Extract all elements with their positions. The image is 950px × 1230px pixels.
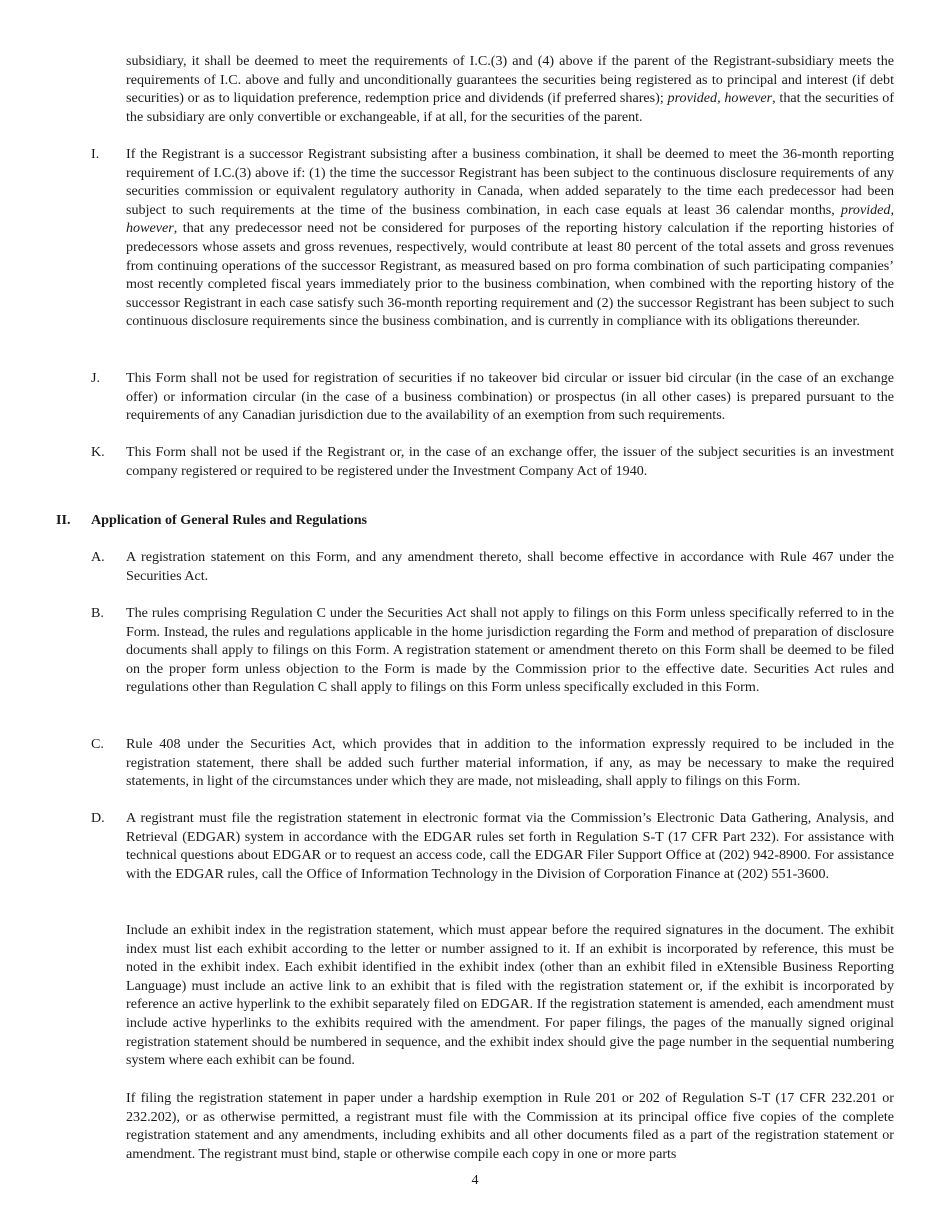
item-j xyxy=(91,369,894,425)
item-label: A. xyxy=(91,549,105,565)
item-label: D. xyxy=(91,810,105,826)
item-text: Rule 408 under the Securities Act, which provides that in addition to the information expressly required to be included in the registration statement, there shall be added such further material information, if any, as may be necessary to make the required statements, in light of the circumstances under which they are made, not misleading, shall apply to filings on this Form. xyxy=(126,736,894,790)
section-heading xyxy=(56,511,367,530)
item-k xyxy=(91,443,894,480)
item-d xyxy=(91,809,894,883)
item-i xyxy=(91,145,894,331)
item-text: This Form shall not be used if the Registrant or, in the case of an exchange offer, the issuer of the subject securities is an investment company registered or required to be registered under the Investment Company Act of 1940. xyxy=(126,444,894,479)
section-number: II. xyxy=(56,512,71,528)
item-label: J. xyxy=(91,370,101,386)
intro-paragraph: subsidiary, it shall be deemed to meet the requirements of I.C.(3) and (4) above if the parent of the Registrant-subsidiary meets the requirements of I.C. above and fully and unconditionally guarantees the securities being registered as to principal and interest (if debt securities) or as to liquidation preference, redemption price and dividends (if preferred shares); provided, however, that the securities of the subsidiary are only convertible or exchangeable, if at all, for the securities of the parent. xyxy=(126,53,895,125)
item-text: A registration statement on this Form, and any amendment thereto, shall become effective in accordance with Rule 467 under the Securities Act. xyxy=(126,549,894,584)
paper-filing-paragraph: If filing the registration statement in paper under a hardship exemption in Rule 201 or 202 of Regulation S-T (17 CFR 232.201 or 232.202), or as otherwise permitted, a registrant must file with the Commission at its principal office five copies of the complete registration statement and any amendments, including exhibits and all other documents filed as a part of the registration statement or amendment. The registrant must bind, staple or otherwise compile each copy in one or more parts xyxy=(126,1090,894,1162)
item-text: This Form shall not be used for registration of securities if no takeover bid circular or issuer bid circular (in the case of an exchange offer) or information circular (in the case of a business combination) or prospectus (in all other cases) is prepared pursuant to the requirements of any Canadian jurisdiction due to the availability of an exemption from such requirements. xyxy=(126,370,894,424)
item-label: B. xyxy=(91,605,104,621)
item-text: The rules comprising Regulation C under the Securities Act shall not apply to filings on this Form unless specifically referred to in the Form. Instead, the rules and regulations applicable in the home jurisdiction regarding the Form and method of preparation of disclosure documents shall apply to filings on this Form. A registration statement or amendment thereto on this Form shall be deemed to be filed on the proper form unless objection to the Form is made by the Commission prior to the effective date. Securities Act rules and regulations other than Regulation C shall apply to filings on this Form unless specifically excluded in this Form. xyxy=(126,605,894,696)
page-number: 4 xyxy=(471,1172,479,1188)
item-label: I. xyxy=(91,146,100,162)
item-b xyxy=(91,604,894,697)
section-title: Application of General Rules and Regulations xyxy=(91,512,368,528)
exhibit-index-paragraph: Include an exhibit index in the registration statement, which must appear before the required signatures in the document. The exhibit index must list each exhibit according to the letter or number assigned to it. If an exhibit is incorporated by reference, this must be noted in the exhibit index. Each exhibit identified in the exhibit index (other than an exhibit filed in eXtensible Business Reporting Language) must include an active link to an exhibit that is filed with the registration statement or, if the exhibit is incorporated by reference an active hyperlink to the exhibit separately filed on EDGAR. If the registration statement is amended, each amendment must include active hyperlinks to the exhibits required with the amendment. For paper filings, the pages of the manually signed original registration statement should be numbered in sequence, and the exhibit index should give the page number in the sequential numbering system where each exhibit can be found. xyxy=(126,922,894,1069)
item-text: A registrant must file the registration statement in electronic format via the Commission’s Electronic Data Gathering, Analysis, and Retrieval (EDGAR) system in accordance with the EDGAR rules set forth in Regulation S-T (17 CFR Part 232). For assistance with technical questions about EDGAR or to request an access code, call the EDGAR Filer Support Office at (202) 942-8900. For assistance with the EDGAR rules, call the Office of Information Technology in the Division of Corporation Finance at (202) 551-3600. xyxy=(126,810,894,882)
item-a xyxy=(91,548,894,585)
item-c xyxy=(91,735,894,791)
item-text: If the Registrant is a successor Registrant subsisting after a business combination, it shall be deemed to meet the 36-month reporting requirement of I.C.(3) above if: (1) the time the successor Registrant has been subject to the continuous disclosure requirements of any securities commission or equivalent regulatory authority in Canada, when added separately to the time each predecessor had been subject to such requirements at the time of the business combination, in each case equals at least 36 calendar months, provided, however, that any predecessor need not be considered for purposes of the reporting history calculation if the reporting histories of predecessors whose assets and gross revenues, respectively, would contribute at least 80 percent of the total assets and gross revenues from continuing operations of the successor Registrant, as measured based on pro forma combination of such participating companies’ most recently completed fiscal years immediately prior to the business combination, when combined with the reporting history of the successor Registrant in each case satisfy such 36-month reporting requirement and (2) the successor Registrant has been subject to such continuous disclosure requirements since the business combination, and is currently in compliance with its obligations thereunder. xyxy=(126,146,894,330)
item-label: K. xyxy=(91,444,105,460)
item-label: C. xyxy=(91,736,104,752)
